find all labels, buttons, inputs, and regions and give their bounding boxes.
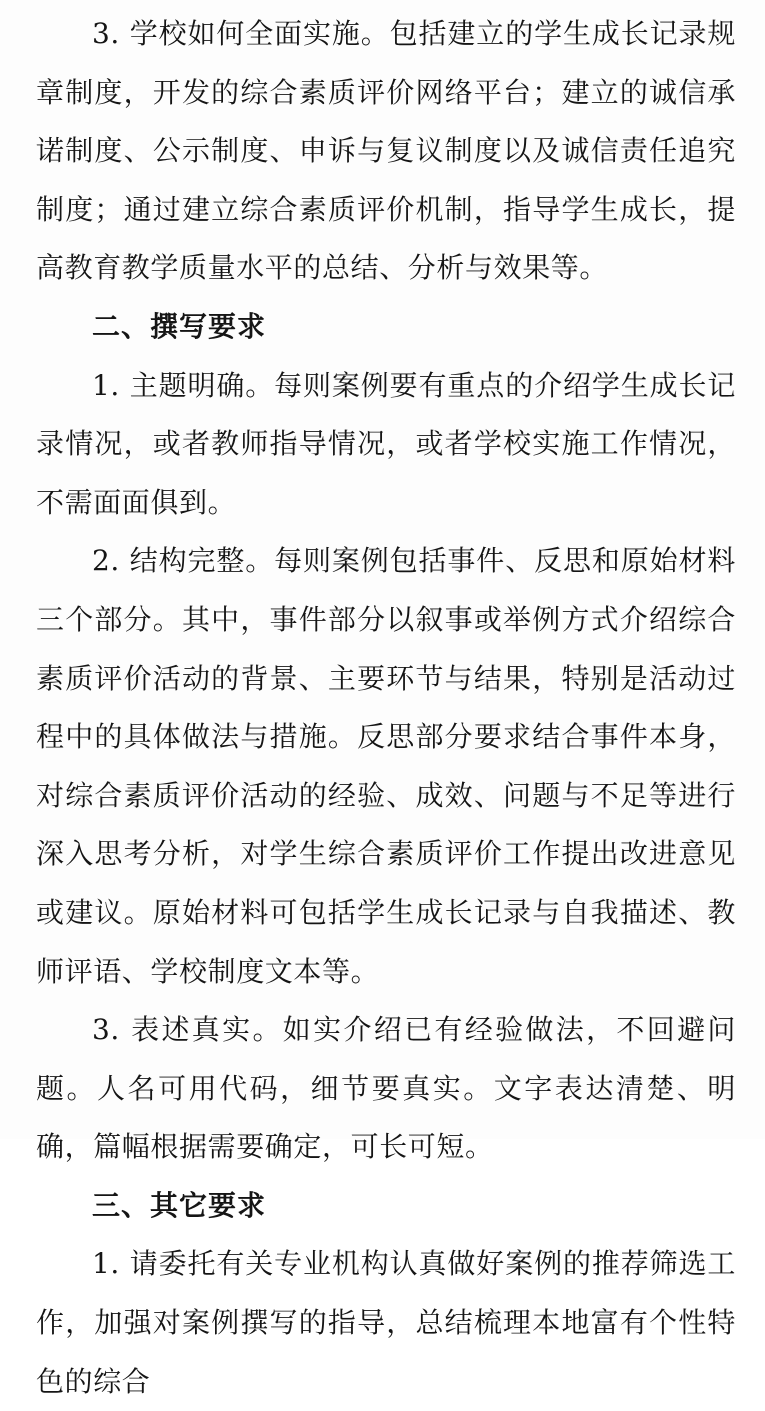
paragraph-complete-structure: 2. 结构完整。每则案例包括事件、反思和原始材料三个部分。其中，事件部分以叙事或举例方式介绍综合素质评价活动的背景、主要环节与结果，特别是活动过程中的具体做法与措施。反思部分要求结合事件本身，对综合素质评价活动的经验、成效、问题与不足等进行深入思考分析，对学生综合素质评价工作提出改进意见或建议。原始材料可包括学生成长记录与自我描述、教师评语、学校制度文本等。: [36, 544, 736, 988]
paragraph-entrust-institutions: 1. 请委托有关专业机构认真做好案例的推荐筛选工作，加强对案例撰写的指导，总结梳理本地富有个性特色的综合: [36, 1247, 736, 1398]
section-heading-writing-requirements: 二、撰写要求: [92, 309, 267, 343]
document-body: [36, 5, 736, 1411]
paragraph-school-implementation: 3. 学校如何全面实施。包括建立的学生成长记录规章制度，开发的综合素质评价网络平台；建立的诚信承诺制度、公示制度、申诉与复议制度以及诚信责任追究制度；通过建立综合素质评价机制，指导学生成长，提高教育教学质量水平的总结、分析与效果等。: [36, 17, 736, 285]
section-heading-other-requirements: 三、其它要求: [92, 1188, 267, 1222]
paragraph-truthful-expression: 3. 表述真实。如实介绍已有经验做法，不回避问题。人名可用代码，细节要真实。文字表达清楚、明确，篇幅根据需要确定，可长可短。: [36, 1013, 736, 1164]
paragraph-clear-theme: 1. 主题明确。每则案例要有重点的介绍学生成长记录情况，或者教师指导情况，或者学校实施工作情况，不需面面俱到。: [36, 368, 736, 519]
